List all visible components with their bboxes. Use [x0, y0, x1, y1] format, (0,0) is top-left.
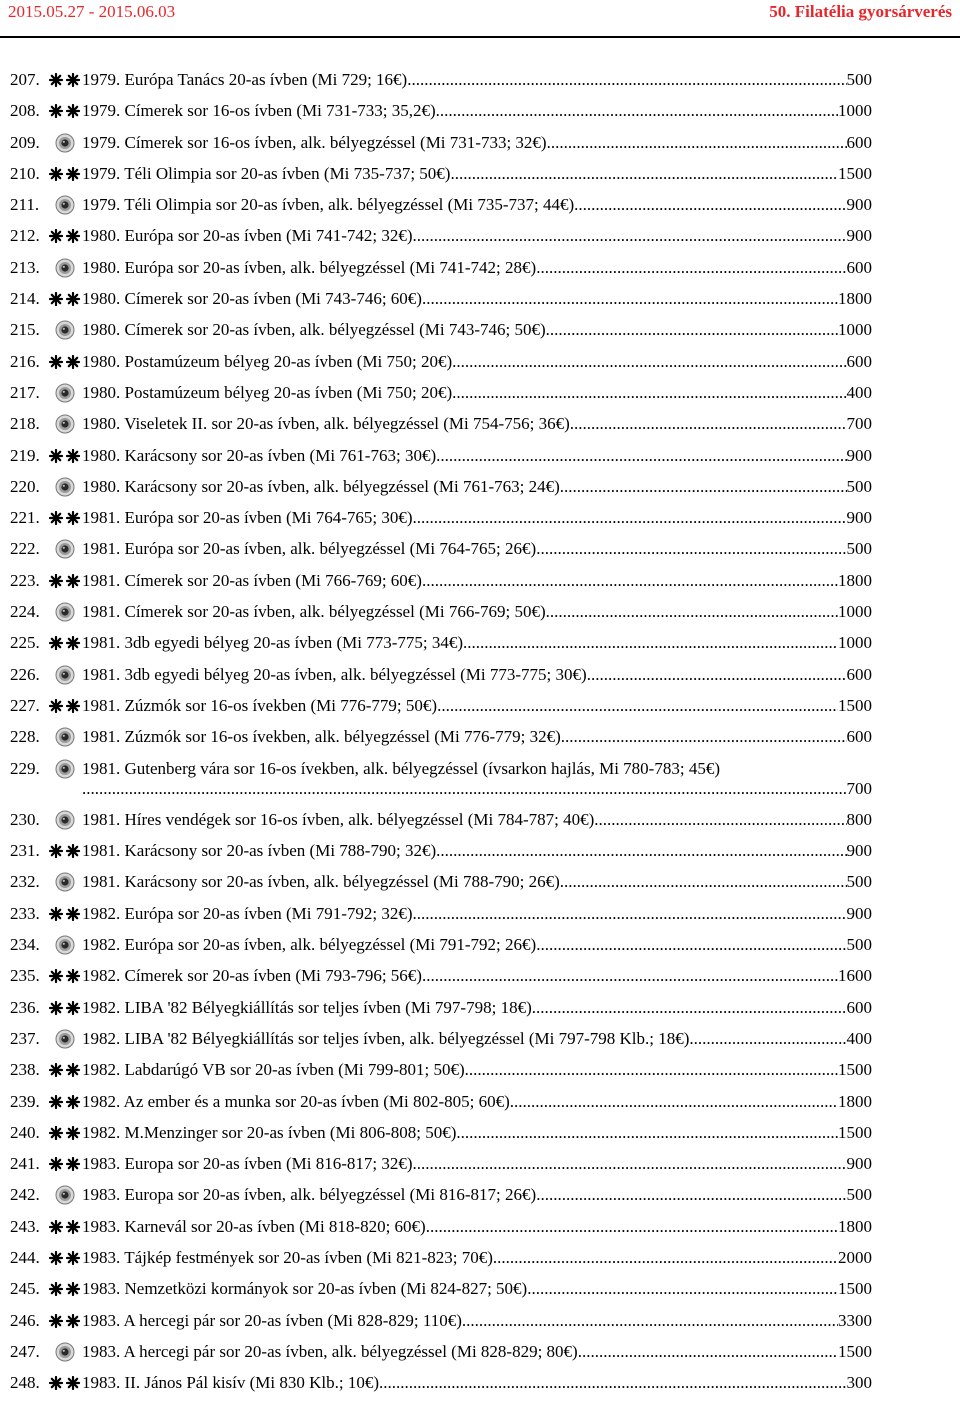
- lot-price: 900: [846, 445, 872, 465]
- lot-description: 1981. Európa sor 20-as ívben, alk. bélyegzéssel (Mi 764-765; 26€): [82, 539, 537, 559]
- lot-row: [10, 226, 872, 246]
- dot-leader: [560, 477, 847, 497]
- dot-leader: [465, 1060, 838, 1080]
- lot-price: 600: [846, 997, 872, 1017]
- lot-row: [10, 164, 872, 184]
- lot-description: 1981. Címerek sor 20-as ívben (Mi 766-769; 60€): [82, 570, 422, 590]
- lot-row: [10, 383, 872, 403]
- dot-leader: [99, 779, 847, 799]
- dot-leader: [422, 289, 838, 309]
- lot-price: 1800: [838, 1216, 872, 1236]
- lot-number: 240.: [10, 1122, 40, 1142]
- lot-price: 500: [846, 539, 872, 559]
- double-star-mint-icon: [48, 904, 82, 924]
- lot-description: 1979. Téli Olimpia sor 20-as ívben, alk. bélyegzéssel (Mi 735-737; 44€): [82, 195, 575, 215]
- lot-number: 217.: [10, 382, 40, 402]
- lot-row: [10, 1092, 872, 1112]
- dot-leader: [407, 70, 846, 90]
- lot-number: 228.: [10, 727, 40, 747]
- lot-description: 1981. 3db egyedi bélyeg 20-as ívben, alk. bélyegzéssel (Mi 773-775; 30€): [82, 664, 587, 684]
- lot-price: 1500: [838, 1060, 872, 1080]
- lot-row: [10, 414, 872, 434]
- lot-row: [10, 665, 872, 685]
- lot-row: [10, 1311, 872, 1331]
- lot-description: 1980. Viseletek II. sor 20-as ívben, alk. bélyegzéssel (Mi 754-756; 36€): [82, 414, 570, 434]
- lot-price: 500: [846, 872, 872, 892]
- dot-leader: [532, 998, 847, 1018]
- dot-leader: [436, 446, 846, 466]
- postmark-used-icon: [48, 1029, 82, 1049]
- lot-number: 243.: [10, 1216, 40, 1236]
- double-star-mint-icon: [48, 101, 82, 121]
- double-star-mint-icon: [48, 508, 82, 528]
- lot-number: 226.: [10, 664, 40, 684]
- lot-number: 227.: [10, 695, 40, 715]
- lot-number: 210.: [10, 163, 40, 183]
- lot-number: 241.: [10, 1154, 40, 1174]
- lot-row: [10, 727, 872, 747]
- lot-description: 1982. LIBA '82 Bélyegkiállítás sor teljes ívben (Mi 797-798; 18€): [82, 997, 532, 1017]
- postmark-used-icon: [48, 320, 82, 340]
- lot-price: 1000: [838, 633, 872, 653]
- postmark-used-icon: [48, 872, 82, 892]
- lot-description: 1981. Zúzmók sor 16-os ívekben (Mi 776-779; 50€): [82, 695, 438, 715]
- double-star-mint-icon: [48, 1248, 82, 1268]
- lot-row: [10, 696, 872, 716]
- lot-description: 1979. Téli Olimpia sor 20-as ívben (Mi 735-737; 50€): [82, 163, 451, 183]
- lot-row: [10, 101, 872, 121]
- double-star-mint-icon: [48, 1060, 82, 1080]
- lot-description: 1982. Európa sor 20-as ívben, alk. bélyegzéssel (Mi 791-792; 26€): [82, 935, 537, 955]
- double-star-mint-icon: [48, 1373, 82, 1393]
- lot-number: 244.: [10, 1247, 40, 1267]
- dot-leader: [436, 101, 838, 121]
- postmark-used-icon: [48, 935, 82, 955]
- lot-description: 1980. Postamúzeum bélyeg 20-as ívben (Mi 750; 20€): [82, 382, 453, 402]
- lot-description: 1983. Nemzetközi kormányok sor 20-as ívben (Mi 824-827; 50€): [82, 1279, 528, 1299]
- dot-leader: [463, 633, 838, 653]
- lot-row: [10, 508, 872, 528]
- double-star-mint-icon: [48, 966, 82, 986]
- dot-leader: [546, 320, 838, 340]
- lot-price: 900: [846, 903, 872, 923]
- double-star-mint-icon: [48, 633, 82, 653]
- postmark-used-icon: [48, 1185, 82, 1205]
- lot-description: 1980. Címerek sor 20-as ívben, alk. bélyegzéssel (Mi 743-746; 50€): [82, 320, 546, 340]
- lot-description: 1980. Címerek sor 20-as ívben (Mi 743-746; 60€): [82, 289, 422, 309]
- dot-leader: [527, 1279, 838, 1299]
- lot-number: 222.: [10, 539, 40, 559]
- lot-number: 211.: [10, 195, 40, 215]
- lot-description: 1981. Európa sor 20-as ívben (Mi 764-765; 30€): [82, 508, 413, 528]
- lot-price: 600: [846, 351, 872, 371]
- dot-leader: [594, 810, 846, 830]
- lot-price: 1800: [838, 289, 872, 309]
- postmark-used-icon: [48, 477, 82, 497]
- double-star-mint-icon: [48, 1279, 82, 1299]
- dot-leader: [456, 1123, 838, 1143]
- lot-number: 224.: [10, 602, 40, 622]
- lot-row: [10, 258, 872, 278]
- lot-price: 600: [846, 132, 872, 152]
- lot-description: 1982. Labdarúgó VB sor 20-as ívben (Mi 799-801; 50€): [82, 1060, 465, 1080]
- lot-price: 1000: [838, 320, 872, 340]
- lot-price: 300: [846, 1373, 872, 1393]
- lot-number: 212.: [10, 226, 40, 246]
- dot-leader: [413, 508, 847, 528]
- lot-row: [10, 320, 872, 340]
- double-star-mint-icon: [48, 1217, 82, 1237]
- dot-leader: [462, 1311, 838, 1331]
- lot-row: [10, 810, 872, 830]
- lot-number: 219.: [10, 445, 40, 465]
- lot-row: [10, 759, 872, 799]
- lot-price: 900: [846, 841, 872, 861]
- lot-row: [10, 998, 872, 1018]
- lot-row: [10, 539, 872, 559]
- lot-number: 225.: [10, 633, 40, 653]
- dot-leader: [450, 164, 838, 184]
- lot-number: 239.: [10, 1091, 40, 1111]
- lot-number: 208.: [10, 101, 40, 121]
- dot-leader: [452, 352, 846, 372]
- dot-leader: [379, 1373, 846, 1393]
- postmark-used-icon: [48, 539, 82, 559]
- lot-row: [10, 1060, 872, 1080]
- auction-title: 50. Filatélia gyorsárverés: [769, 2, 952, 21]
- lot-description: 1979. Európa Tanács 20-as ívben (Mi 729; 16€): [82, 70, 408, 89]
- lot-row: [10, 195, 872, 215]
- lot-row: [10, 1123, 872, 1143]
- lot-price: 1500: [838, 695, 872, 715]
- lot-row: [10, 1217, 872, 1237]
- dot-leader: [437, 696, 838, 716]
- dot-leader: [422, 571, 838, 591]
- lot-price: 600: [846, 257, 872, 277]
- double-star-mint-icon: [48, 1123, 82, 1143]
- dot-leader: [587, 665, 847, 685]
- dot-leader: [413, 1154, 847, 1174]
- postmark-used-icon: [48, 810, 82, 830]
- lot-row: [10, 1029, 872, 1049]
- lot-description: 1982. LIBA '82 Bélyegkiállítás sor teljes ívben, alk. bélyegzéssel (Mi 797-798 Klb.; 18€): [82, 1028, 690, 1048]
- lot-price: 1500: [838, 1122, 872, 1142]
- lot-row: [10, 1248, 872, 1268]
- lot-price: 900: [846, 195, 872, 215]
- lot-description: 1980. Karácsony sor 20-as ívben, alk. bélyegzéssel (Mi 761-763; 24€): [82, 476, 560, 496]
- lot-number: 236.: [10, 997, 40, 1017]
- postmark-used-icon: [48, 258, 82, 278]
- lot-number: 231.: [10, 841, 40, 861]
- lot-number: 238.: [10, 1060, 40, 1080]
- lot-price: 1800: [838, 570, 872, 590]
- lot-description: 1983. A hercegi pár sor 20-as ívben (Mi 828-829; 110€): [82, 1310, 462, 1330]
- lot-price: 700: [846, 414, 872, 434]
- lot-description: 1981. 3db egyedi bélyeg 20-as ívben (Mi 773-775; 34€): [82, 633, 464, 653]
- lot-number: 245.: [10, 1279, 40, 1299]
- lot-price: 3300: [838, 1310, 872, 1330]
- lot-number: 248.: [10, 1373, 40, 1393]
- dot-leader: [413, 904, 847, 924]
- lot-price: 500: [846, 476, 872, 496]
- lot-description: 1983. A hercegi pár sor 20-as ívben, alk. bélyegzéssel (Mi 828-829; 80€): [82, 1341, 578, 1361]
- lot-price: 600: [846, 664, 872, 684]
- lot-description: 1983. II. János Pál kisív (Mi 830 Klb.; 10€): [82, 1373, 380, 1393]
- lot-row: [10, 966, 872, 986]
- lot-number: 218.: [10, 414, 40, 434]
- lot-price: 1500: [838, 163, 872, 183]
- dot-leader: [536, 1185, 846, 1205]
- lot-price: 800: [846, 809, 872, 829]
- lot-number: 221.: [10, 508, 40, 528]
- double-star-mint-icon: [48, 1154, 82, 1174]
- postmark-used-icon: [48, 759, 82, 779]
- double-star-mint-icon: [48, 289, 82, 309]
- dot-leader: [546, 602, 838, 622]
- lot-description: 1980. Európa sor 20-as ívben, alk. bélyegzéssel (Mi 741-742; 28€): [82, 257, 537, 277]
- lot-number: 235.: [10, 966, 40, 986]
- lot-row: [10, 446, 872, 466]
- lot-description: 1979. Címerek sor 16-os ívben (Mi 731-733; 35,2€): [82, 101, 436, 121]
- lot-leader-prefix: ....: [82, 778, 99, 798]
- lot-row: [10, 633, 872, 653]
- lot-price: 1800: [838, 1091, 872, 1111]
- lot-row: [10, 1342, 872, 1362]
- double-star-mint-icon: [48, 1311, 82, 1331]
- lot-row: [10, 571, 872, 591]
- lot-description: 1980. Európa sor 20-as ívben (Mi 741-742; 32€): [82, 226, 413, 246]
- lot-price: 900: [846, 1154, 872, 1174]
- postmark-used-icon: [48, 665, 82, 685]
- double-star-mint-icon: [48, 571, 82, 591]
- double-star-mint-icon: [48, 1092, 82, 1112]
- lot-row: [10, 872, 872, 892]
- double-star-mint-icon: [48, 164, 82, 184]
- lot-price: 500: [846, 935, 872, 955]
- double-star-mint-icon: [48, 352, 82, 372]
- lot-price: 1000: [838, 602, 872, 622]
- dot-leader: [578, 1342, 838, 1362]
- lot-number: 207.: [10, 70, 40, 89]
- double-star-mint-icon: [48, 841, 82, 861]
- lot-row: [10, 1279, 872, 1299]
- dot-leader: [536, 258, 846, 278]
- dot-leader: [547, 133, 847, 153]
- lot-description: 1980. Postamúzeum bélyeg 20-as ívben (Mi 750; 20€): [82, 351, 453, 371]
- dot-leader: [452, 383, 846, 403]
- lot-description: 1982. Címerek sor 20-as ívben (Mi 793-796; 56€): [82, 966, 422, 986]
- lot-price: 600: [846, 727, 872, 747]
- header-divider: [0, 36, 960, 38]
- lot-number: 230.: [10, 809, 40, 829]
- lot-number: 215.: [10, 320, 40, 340]
- dot-leader: [570, 414, 847, 434]
- lot-description: 1980. Karácsony sor 20-as ívben (Mi 761-763; 30€): [82, 445, 437, 465]
- lot-price: 400: [846, 1028, 872, 1048]
- postmark-used-icon: [48, 602, 82, 622]
- double-star-mint-icon: [48, 226, 82, 246]
- lot-row: [10, 133, 872, 153]
- lot-description: 1983. Karnevál sor 20-as ívben (Mi 818-820; 60€): [82, 1216, 426, 1236]
- lot-number: 223.: [10, 570, 40, 590]
- lot-description: 1982. Európa sor 20-as ívben (Mi 791-792; 32€): [82, 903, 413, 923]
- postmark-used-icon: [48, 1342, 82, 1362]
- lot-price: 1000: [838, 101, 872, 121]
- dot-leader: [560, 872, 847, 892]
- lot-price: 700: [846, 778, 872, 798]
- postmark-used-icon: [48, 195, 82, 215]
- lot-price: 1600: [838, 966, 872, 986]
- lot-description: 1983. Europa sor 20-as ívben (Mi 816-817; 32€): [82, 1154, 413, 1174]
- lot-description: 1979. Címerek sor 16-os ívben, alk. bélyegzéssel (Mi 731-733; 32€): [82, 132, 547, 152]
- lot-price: 2000: [838, 1247, 872, 1267]
- lot-row: [10, 1185, 872, 1205]
- lot-row: [10, 352, 872, 372]
- lot-description: 1981. Zúzmók sor 16-os ívekben, alk. bélyegzéssel (Mi 776-779; 32€): [82, 727, 561, 747]
- lot-price: 500: [846, 1185, 872, 1205]
- postmark-used-icon: [48, 727, 82, 747]
- dot-leader: [561, 727, 847, 747]
- lot-number: 242.: [10, 1185, 40, 1205]
- lot-number: 247.: [10, 1341, 40, 1361]
- lot-number: 213.: [10, 257, 40, 277]
- lot-price: 400: [846, 382, 872, 402]
- double-star-mint-icon: [48, 696, 82, 716]
- lot-row: [10, 935, 872, 955]
- lot-row: [10, 70, 872, 90]
- lot-price: 1500: [838, 1279, 872, 1299]
- lot-row: [10, 602, 872, 622]
- dot-leader: [574, 195, 846, 215]
- lot-price: 900: [846, 226, 872, 246]
- lot-description: 1981. Karácsony sor 20-as ívben (Mi 788-790; 32€): [82, 841, 437, 861]
- lot-description: 1983. Tájkép festmények sor 20-as ívben (Mi 821-823; 70€): [82, 1247, 493, 1267]
- postmark-used-icon: [48, 383, 82, 403]
- lot-number: 220.: [10, 476, 40, 496]
- dot-leader: [422, 966, 838, 986]
- dot-leader: [413, 226, 847, 246]
- lot-number: 214.: [10, 289, 40, 309]
- lot-number: 216.: [10, 351, 40, 371]
- dot-leader: [689, 1029, 846, 1049]
- dot-leader: [536, 539, 846, 559]
- double-star-mint-icon: [48, 70, 82, 90]
- lot-description: 1981. Híres vendégek sor 16-os ívben, alk. bélyegzéssel (Mi 784-787; 40€): [82, 809, 595, 829]
- lot-row: [10, 1373, 872, 1393]
- lot-description: 1981. Karácsony sor 20-as ívben, alk. bélyegzéssel (Mi 788-790; 26€): [82, 872, 560, 892]
- lot-list: [10, 70, 872, 1404]
- lot-description: 1982. Az ember és a munka sor 20-as ívben (Mi 802-805; 60€): [82, 1091, 510, 1111]
- dot-leader: [536, 935, 846, 955]
- double-star-mint-icon: [48, 446, 82, 466]
- lot-number: 209.: [10, 132, 40, 152]
- lot-row: [10, 477, 872, 497]
- lot-description: 1981. Címerek sor 20-as ívben, alk. bélyegzéssel (Mi 766-769; 50€): [82, 602, 546, 622]
- lot-row: [10, 904, 872, 924]
- lot-description: 1981. Gutenberg vára sor 16-os ívekben, alk. bélyegzéssel (ívsarkon hajlás, Mi 780-783; 45€): [82, 758, 720, 778]
- lot-number: 234.: [10, 935, 40, 955]
- lot-row: [10, 1154, 872, 1174]
- dot-leader: [493, 1248, 838, 1268]
- dot-leader: [436, 841, 846, 861]
- postmark-used-icon: [48, 133, 82, 153]
- postmark-used-icon: [48, 414, 82, 434]
- lot-number: 233.: [10, 903, 40, 923]
- auction-dates: 2015.05.27 - 2015.06.03: [8, 2, 176, 21]
- lot-price: 1500: [838, 1341, 872, 1361]
- lot-price: 900: [846, 508, 872, 528]
- double-star-mint-icon: [48, 998, 82, 1018]
- lot-description: 1982. M.Menzinger sor 20-as ívben (Mi 806-808; 50€): [82, 1122, 457, 1142]
- dot-leader: [426, 1217, 838, 1237]
- lot-number: 237.: [10, 1028, 40, 1048]
- lot-description: 1983. Europa sor 20-as ívben, alk. bélyegzéssel (Mi 816-817; 26€): [82, 1185, 537, 1205]
- lot-row: [10, 289, 872, 309]
- lot-number: 246.: [10, 1310, 40, 1330]
- lot-number: 229.: [10, 758, 40, 778]
- lot-row: [10, 841, 872, 861]
- lot-price: 500: [846, 70, 872, 89]
- lot-number: 232.: [10, 872, 40, 892]
- dot-leader: [510, 1092, 838, 1112]
